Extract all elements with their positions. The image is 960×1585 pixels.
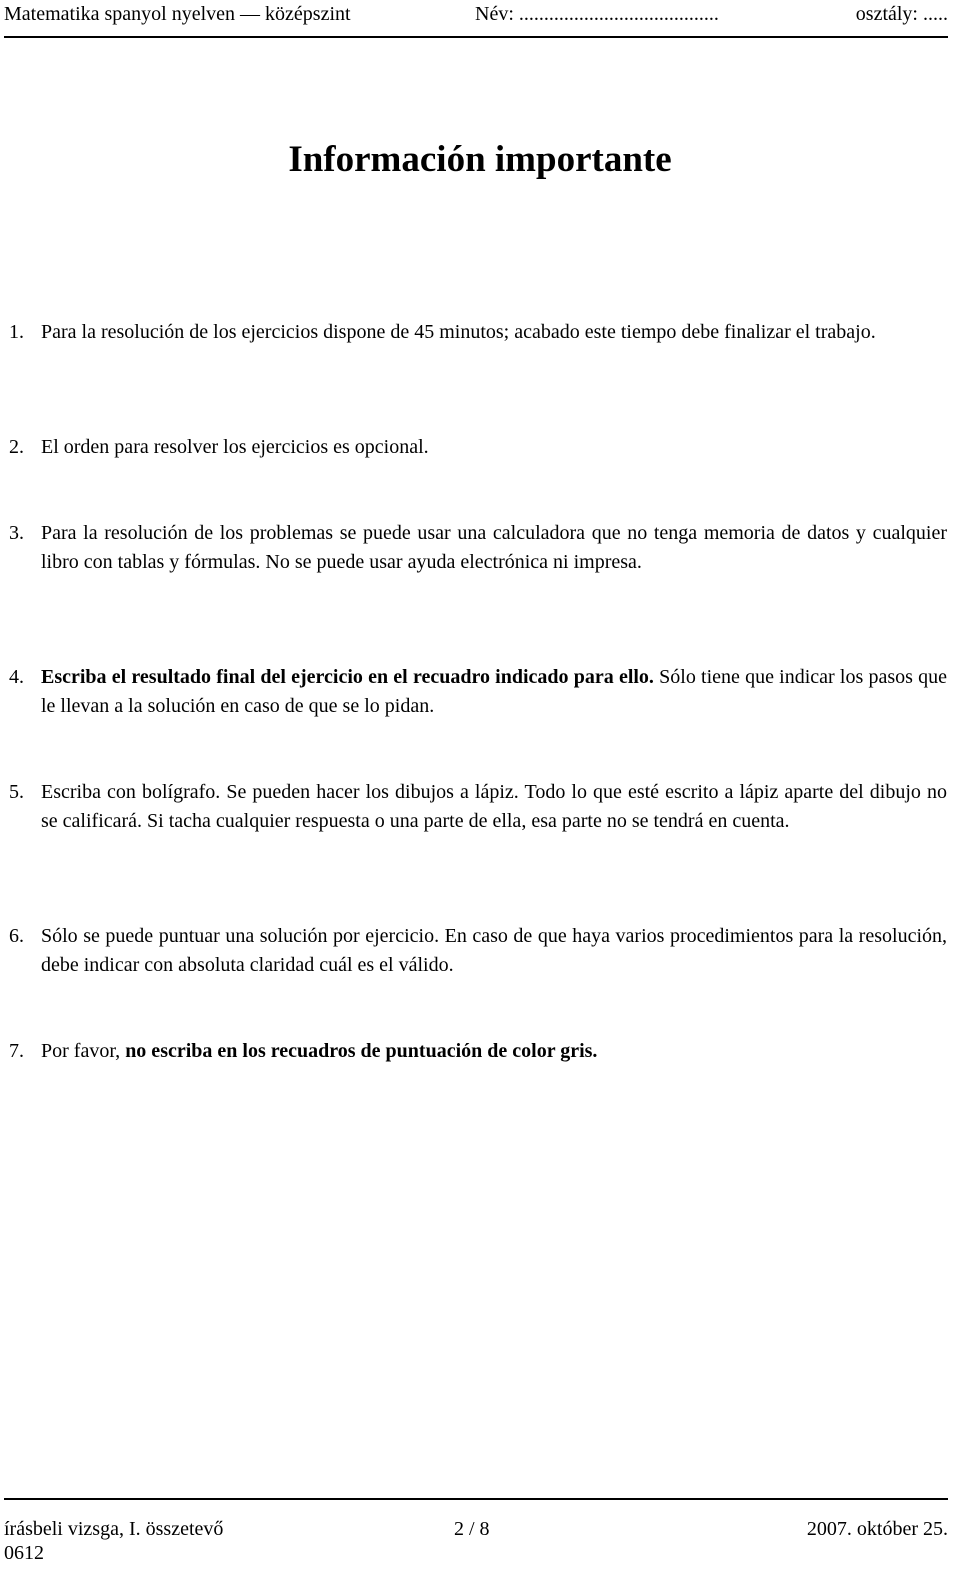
item-text: El orden para resolver los ejercicios es opcional.	[41, 436, 429, 458]
instruction-item-5	[9, 778, 947, 836]
item-number: 3.	[9, 522, 24, 544]
item-number: 4.	[9, 666, 24, 688]
footer-page-number: 2 / 8	[454, 1518, 490, 1540]
item-text: Sólo se puede puntuar una solución por ejercicio. En caso de que haya varios procedimientos para la resolución, debe indicar con absoluta claridad cuál es el válido.	[41, 925, 947, 976]
instruction-item-7	[9, 1037, 947, 1066]
instruction-item-4	[9, 663, 947, 721]
item-bold-text: no escriba en los recuadros de puntuación de color gris.	[125, 1040, 598, 1062]
header-class-field: osztály: .....	[855, 3, 948, 25]
page-footer	[4, 1498, 948, 1585]
footer-exam-part: írásbeli vizsga, I. összetevő	[4, 1518, 224, 1540]
item-text: Para la resolución de los problemas se puede usar una calculadora que no tenga memoria de datos y cualquier libro con tablas y fórmulas. No se puede usar ayuda electrónica ni impresa.	[41, 522, 947, 573]
instruction-item-6	[9, 922, 947, 980]
instruction-item-3	[9, 519, 947, 577]
footer-code: 0612	[4, 1542, 44, 1564]
item-number: 5.	[9, 781, 24, 803]
header-subject: Matematika spanyol nyelven — középszint	[4, 3, 351, 25]
header-name-field: Név: ........................................	[475, 3, 719, 25]
page-header	[4, 0, 948, 40]
item-text: Escriba con bolígrafo. Se pueden hacer los dibujos a lápiz. Todo lo que esté escrito a lápiz aparte del dibujo no se calificará. Si tacha cualquier respuesta o una parte de ella, esa parte no se tendrá en cuenta.	[41, 781, 947, 832]
header-rule	[4, 36, 948, 38]
item-text	[41, 1037, 947, 1066]
instruction-item-1	[9, 318, 947, 347]
instruction-item-2	[9, 433, 947, 462]
item-plain-text: Por favor,	[41, 1040, 126, 1062]
item-number: 7.	[9, 1040, 24, 1062]
footer-rule	[4, 1498, 948, 1500]
item-plain-text: Sólo tiene que indicar los pasos que le llevan a la solución en caso de que se lo pidan.	[41, 666, 947, 717]
page-title: Información importante	[288, 139, 672, 180]
item-number: 6.	[9, 925, 24, 947]
item-number: 1.	[9, 321, 24, 343]
item-bold-text: Escriba el resultado final del ejercicio en el recuadro indicado para ello.	[41, 666, 654, 688]
item-text	[41, 663, 947, 721]
footer-date: 2007. október 25.	[806, 1518, 948, 1540]
item-text: Para la resolución de los ejercicios dispone de 45 minutos; acabado este tiempo debe finalizar el trabajo.	[41, 321, 876, 343]
item-number: 2.	[9, 436, 24, 458]
